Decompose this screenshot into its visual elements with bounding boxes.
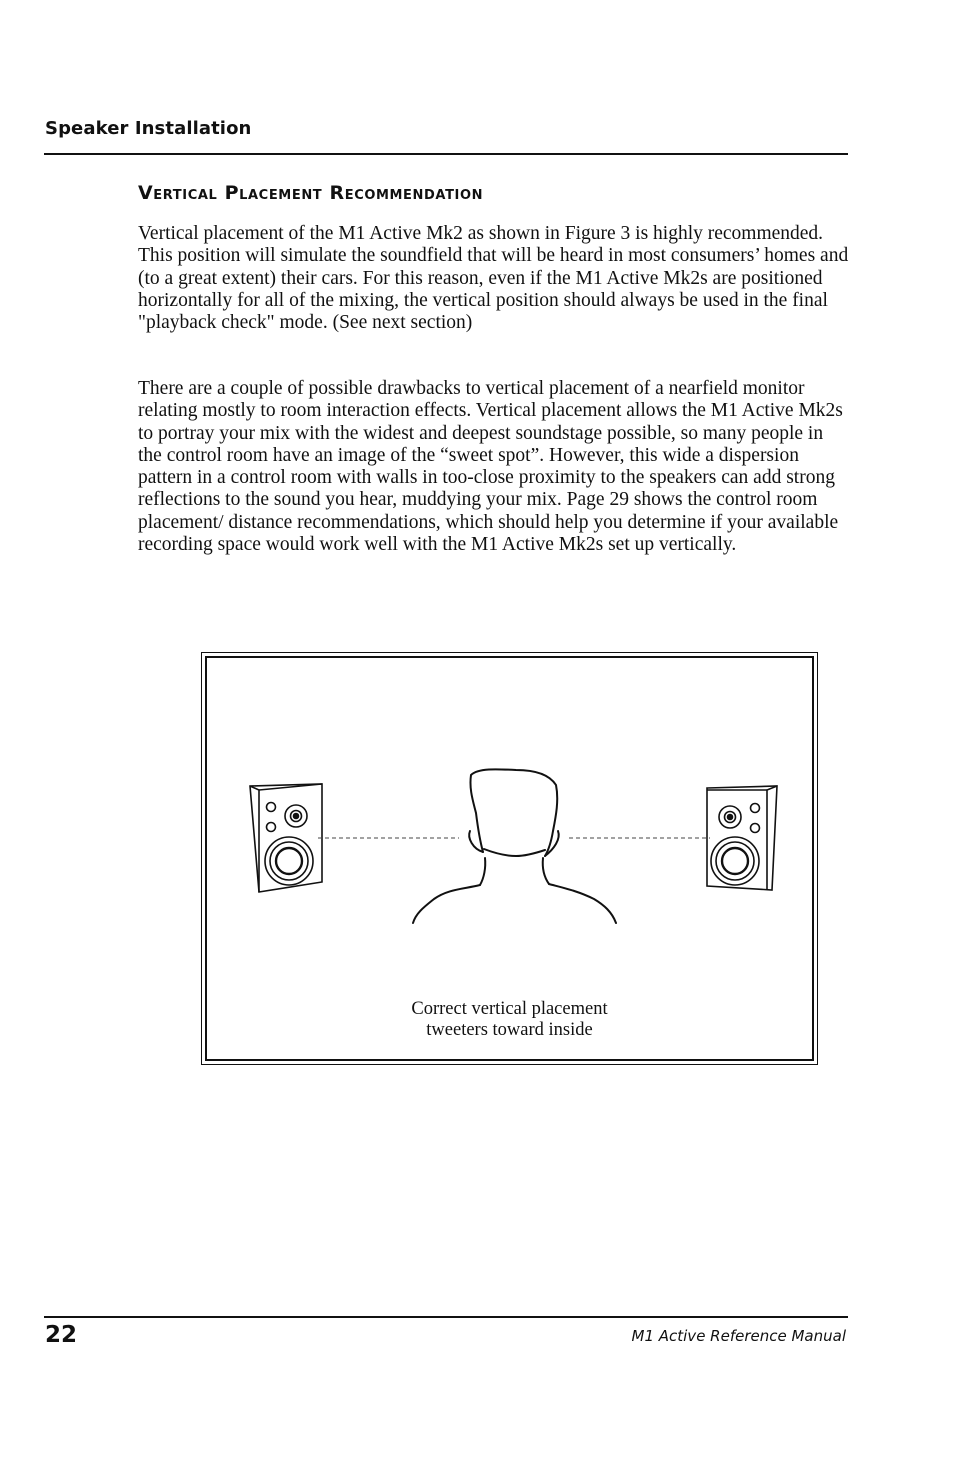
paragraph-1: Vertical placement of the M1 Active Mk2 as shown in Figure 3 is highly recommended. This position will simulate the soundfield that will be heard in most consumers’ homes and (to a great extent) their cars. For this reason, even if the M1 Active Mk2s are positioned horizontally for all of the mixing, the vertical position should always be used in the final "playback check" mode. (See next section) <box>138 223 849 334</box>
speaker-left-icon <box>250 784 322 892</box>
page-number: 22 <box>45 1322 78 1348</box>
caption-line-1: Correct vertical placement <box>411 999 608 1019</box>
listener-head-icon <box>413 769 616 923</box>
figure-frame <box>201 652 818 1065</box>
header-rule <box>44 153 848 155</box>
footer-rule <box>44 1316 848 1318</box>
figure-caption <box>202 999 817 1041</box>
section-heading: Vertical Placement Recommendation <box>138 182 484 204</box>
running-head: Speaker Installation <box>45 118 252 139</box>
speaker-right-icon <box>707 786 777 890</box>
caption-line-2: tweeters toward inside <box>426 1020 593 1040</box>
running-foot: M1 Active Reference Manual <box>631 1327 846 1345</box>
paragraph-2: There are a couple of possible drawbacks to vertical placement of a nearfield monitor relating mostly to room interaction effects. Vertical placement allows the M1 Active Mk2s to portray your mix with the widest and deepest soundstage possible, so many people in the control room have an image of the “sweet spot”. However, this wide a dispersion pattern in a control room with walls in too-close proximity to the speakers can add strong reflections to the sound you hear, muddying your mix. Page 29 shows the control room placement/ distance recommendations, which should help you determine if your available recording space would work well with the M1 Active Mk2s set up vertically. <box>138 378 843 556</box>
